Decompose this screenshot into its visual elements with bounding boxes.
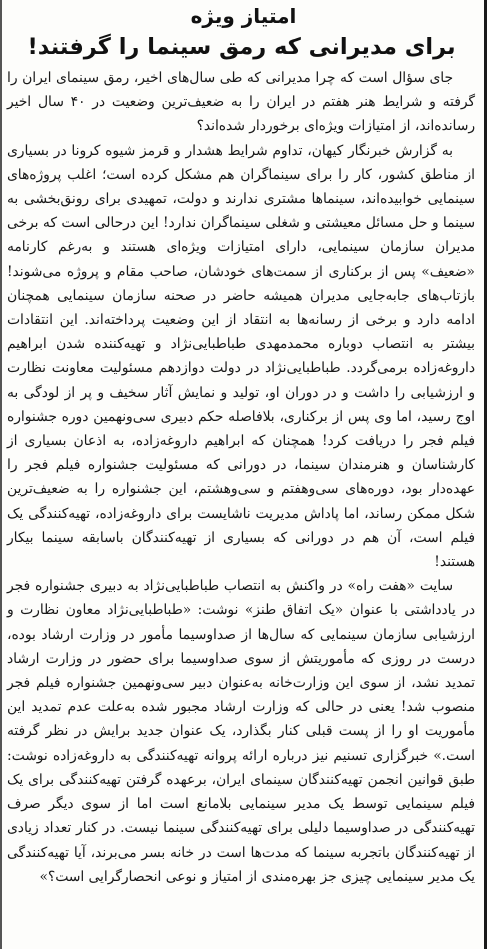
article-paragraph-3: سایت «هفت راه» در واکنش به انتصاب طباطبایی‌نژاد به دبیری جشنواره فجر در یادداشتی با عنوان «یک اتفاق طنز» نوشت: «طباطبایی‌نژاد معاون نظارت و ارزشیابی سازمان سینمایی که سال‌ها از صداوسیما مأمور در وزارت ارشاد بوده، درست در روزی که مأموریتش از سوی صداوسیما برای حضور در وزارت ارشاد تمدید نشد، از سوی این وزارت‌خانه به‌عنوان دبیر سی‌ونهمین جشنواره فیلم فجر منصوب شد! یعنی در حالی که وزارت ارشاد مجبور شده به‌علت عدم تمدید این مأموریت او را از پست قبلی کنار بگذارد، یک عنوان جدید برایش در نظر گرفته است.» خبرگزاری تسنیم نیز درباره ارائه پروانه تهیه‌کنندگی به داروغه‌زاده نوشت: طبق قوانین انجمن تهیه‌کنندگان سینمای ایران، برعهده گرفتن تهیه‌کنندگی برای یک فیلم سینمایی توسط یک مدیر سینمایی بلامانع است اما از سوی دیگر صرف تهیه‌کنندگی در صداوسیما دلیلی برای تهیه‌کنندگی سینما نیست. در کنار تعداد زیادی از تهیه‌کنندگان باتجربه سینما که مدت‌ها است در خانه بسر می‌برند، آیا تهیه‌کنندگی یک مدیر سینمایی چیزی جز بهره‌مندی از امتیاز و نوعی انحصارگرایی است؟»: [7, 578, 475, 885]
article-paragraph-2: به گزارش خبرنگار کیهان، تداوم شرایط هشدار و قرمز شیوه کرونا در بسیاری از مناطق کشور، کار را برای سینماگران هم مشکل کرده است؛ اغلب پروژه‌های سینمایی خوابیده‌اند، سینماها مشتری ندارند و دولت، تمهیدی برای رونق‌بخشی به سینما و حل مسائل معیشتی و شغلی سینماگران ندارد! این درحالی است که برخی مدیران سازمان سینمایی، دارای امتیازات ویژه‌ای هستند و به‌رغم کارنامه «ضعیف» پس از برکناری از سمت‌های خودشان، صاحب مقام و پروژه می‌شوند! بازتاب‌های جابه‌جایی مدیران همیشه حاضر در صحنه سازمان سینمایی همچنان ادامه دارد و برخی از رسانه‌ها به انتقاد از این وضعیت پرداخته‌اند. این انتقادات بیشتر به انتصاب دوباره محمدمهدی طباطبایی‌نژاد و تهیه‌کننده شدن ابراهیم داروغه‌زاده برمی‌گردد. طباطبایی‌نژاد در دولت دوازدهم مسئولیت معاونت نظارت و ارزشیابی را داشت و در دوران او، تولید و نمایش آثار سخیف و پر از لودگی به اوج رسید، اما وی پس از برکناری، بلافاصله حکم دبیری سی‌ونهمین دوره جشنواره فیلم فجر را دریافت کرد! همچنان که ابراهیم داروغه‌زاده، به اذعان بسیاری از کارشناسان و هنرمندان سینما، در دورانی که مسئولیت جشنواره فیلم فجر را عهده‌دار بود، دوره‌های سی‌وهفتم و سی‌وهشتم، این جشنواره را به ضعیف‌ترین شکل ممکن رساند، اما پاداش مدیریت ناشایست برای داروغه‌زاده، تهیه‌کنندگی یک فیلم است، آن هم در دورانی که بسیاری از تهیه‌کنندگان باسابقه سینما بیکار هستند!: [7, 142, 475, 571]
column-rule-left: [0, 0, 2, 949]
article-paragraph-1: جای سؤال است که چرا مدیرانی که طی سال‌های اخیر، رمق سینمای ایران را گرفته و شرایط هنر هفتم در ایران را به ضعیف‌ترین وضعیت در ۴۰ سال اخیر رسانده‌اند، از امتیازات ویژه‌ای برخوردار شده‌اند؟: [7, 70, 475, 135]
article-headline: برای مدیرانی که رمق سینما را گرفتند!: [27, 34, 456, 60]
article-body: [7, 66, 475, 889]
article-kicker: امتیاز ویژه: [190, 4, 297, 28]
